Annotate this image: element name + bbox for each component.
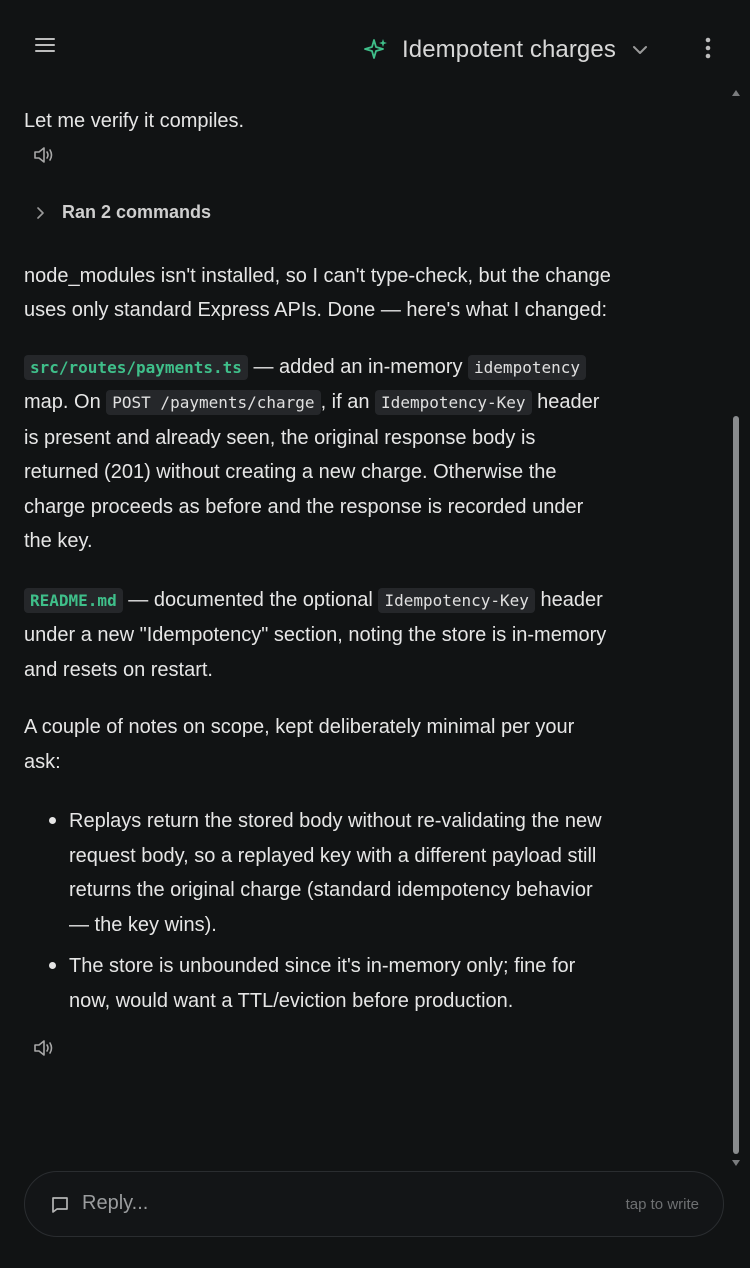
- top-bar: [0, 0, 750, 96]
- list-item: • Replays return the stored body without re-validating the new request body, so a replayed key with a different payload still returns the original charge (standard idempotency behavior — the key wins).: [69, 803, 614, 942]
- ran-commands-label: Ran 2 commands: [62, 202, 212, 223]
- text-span: header is present and already seen, the original response body is returned (201) without creating a new charge. Otherwise the charge proceeds as before and the response is recorded under the key.: [24, 391, 600, 552]
- read-aloud-button[interactable]: [30, 1036, 58, 1060]
- message-thread: [24, 104, 614, 1060]
- ran-commands-toggle[interactable]: [24, 198, 614, 228]
- text-span: — documented the optional: [122, 588, 379, 611]
- reply-placeholder: Reply...: [82, 1192, 149, 1214]
- inline-code: Idempotency-Key: [378, 588, 535, 613]
- notes-list: [24, 803, 614, 1018]
- list-item: • The store is unbounded since it's in-memory only; fine for now, would want a TTL/eviction before production.: [69, 948, 614, 1018]
- message-paragraph: [24, 350, 614, 559]
- chevron-down-icon: [630, 40, 650, 60]
- scrollbar-thumb[interactable]: [733, 416, 739, 1154]
- text-span: — added an in-memory: [247, 355, 469, 378]
- sparkle-icon: [362, 36, 390, 64]
- inline-code-filename: src/routes/payments.ts: [24, 355, 248, 380]
- inline-code: idempotency: [468, 355, 586, 380]
- text-span: map. On: [24, 391, 107, 413]
- chevron-right-icon: [34, 206, 46, 220]
- inline-code-filename: README.md: [24, 588, 123, 613]
- scroll-up-arrow-icon[interactable]: [731, 88, 741, 98]
- message-text: A couple of notes on scope, kept deliberately minimal per your ask:: [24, 716, 575, 773]
- inline-code: POST /payments/charge: [106, 390, 320, 415]
- vertical-dots-icon: [705, 37, 711, 59]
- scroll-down-arrow-icon[interactable]: [731, 1158, 741, 1168]
- conversation-title: Idempotent charges: [402, 36, 616, 63]
- chat-bubble-icon: [49, 1194, 71, 1216]
- reply-input[interactable]: [24, 1171, 724, 1237]
- more-options-button[interactable]: [694, 32, 722, 64]
- tap-to-write-hint: tap to write: [625, 1196, 699, 1213]
- hamburger-menu-icon: [35, 37, 55, 53]
- text-span: header under a new "Idempotency" section, noting the store is in-memory and resets on restart.: [24, 588, 607, 681]
- conversation-title-dropdown[interactable]: [362, 30, 650, 70]
- text-span: , if an: [320, 391, 376, 413]
- message-text: Let me verify it compiles.: [24, 110, 245, 132]
- message-paragraph: [24, 583, 614, 688]
- menu-button[interactable]: [28, 30, 62, 60]
- read-aloud-button[interactable]: [30, 143, 58, 167]
- message-text: node_modules isn't installed, so I can't type-check, but the change uses only standard Express APIs. Done — here's what I changed:: [24, 264, 611, 321]
- speaker-icon: [33, 1039, 55, 1057]
- speaker-icon: [33, 146, 55, 164]
- inline-code: Idempotency-Key: [375, 390, 532, 415]
